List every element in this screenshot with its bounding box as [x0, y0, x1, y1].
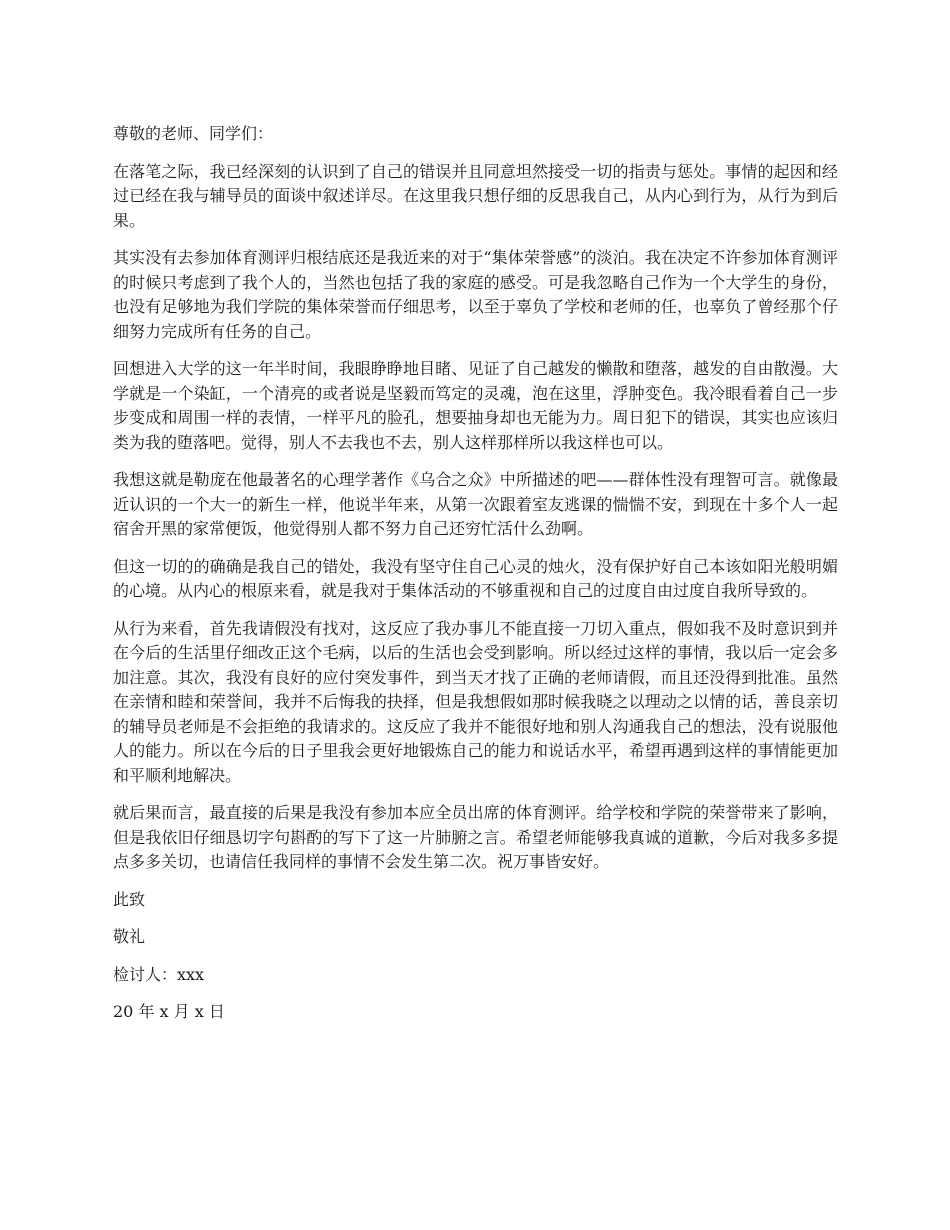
paragraph-4: 我想这就是勒庞在他最著名的心理学著作《乌合之众》中所描述的吧——群体性没有理智可言。就像最近认识的一个大一的新生一样，他说半年来，从第一次跟着室友逃课的惴惴不安，到现在十多个人一起宿舍开黑的家常便饭，他觉得别人都不努力自己还穷忙活什么劲啊。 — [113, 470, 838, 538]
paragraph-6: 从行为来看，首先我请假没有找对，这反应了我办事儿不能直接一刀切入重点，假如我不及时意识到并在今后的生活里仔细改正这个毛病，以后的生活也会受到影响。所以经过这样的事情，我以后一定会多加注意。其次，我没有良好的应付突发事件，到当天才找了正确的老师请假，而且还没得到批准。虽然在亲情和睦和荣誉间，我并不后悔我的抉择，但是我想假如那时候我晓之以理动之以情的话，善良亲切的辅导员老师是不会拒绝的我请求的。这反应了我并不能很好地和别人沟通我自己的想法，没有说服他人的能力。所以在今后的日子里我会更好地锻炼自己的能力和说话水平，希望再遇到这样的事情能更加和平顺利地解决。 — [113, 618, 838, 785]
paragraph-1: 在落笔之际，我已经深刻的认识到了自己的错误并且同意坦然接受一切的指责与惩处。事情的起因和经过已经在我与辅导员的面谈中叙述详尽。在这里我只想仔细的反思我自己，从内心到行为，从行为到后果。 — [113, 161, 838, 230]
paragraph-5: 但这一切的的确确是我自己的错处，我没有坚守住自己心灵的烛火，没有保护好自己本该如阳光般明媚的心境。从内心的根原来看，就是我对于集体活动的不够重视和自己的过度自由过度自我所导致的。 — [113, 556, 838, 600]
signer: 检讨人：xxx — [113, 964, 205, 984]
paragraph-3: 回想进入大学的这一年半时间，我眼睁睁地目睹、见证了自己越发的懒散和堕落，越发的自由散漫。大学就是一个染缸，一个清亮的或者说是坚毅而笃定的灵魂，泡在这里，浮肿变色。我冷眼看着自己一步步变成和周围一样的表情，一样平凡的脸孔，想要抽身却也无能为力。周日犯下的错误，其实也应该归类为我的堕落吧。觉得，别人不去我也不去，别人这样那样所以我这样也可以。 — [113, 359, 838, 452]
document-body — [113, 122, 838, 1038]
paragraph-7: 就后果而言，最直接的后果是我没有参加本应全员出席的体育测评。给学校和学院的荣誉带来了影响，但是我依旧仔细恳切字句斟酌的写下了这一片肺腑之言。希望老师能够我真诚的道歉，今后对我多多提点多多关切，也请信任我同样的事情不会发生第二次。祝万事皆安好。 — [113, 803, 838, 871]
closing-line-1: 此致 — [113, 889, 146, 909]
salutation: 尊敬的老师、同学们： — [113, 124, 274, 143]
date: 20 年 x 月 x 日 — [113, 1002, 225, 1021]
paragraph-2: 其实没有去参加体育测评归根结底还是我近来的对于“集体荣誉感”的淡泊。我在决定不许参加体育测评的时候只考虑到了我个人的，当然也包括了我的家庭的感受。可是我忽略自己作为一个大学生的身份，也没有足够地为我们学院的集体荣誉而仔细思考，以至于辜负了学校和老师的任，也辜负了曾经那个仔细努力完成所有任务的自己。 — [113, 248, 838, 341]
closing-line-2: 敬礼 — [113, 927, 146, 946]
